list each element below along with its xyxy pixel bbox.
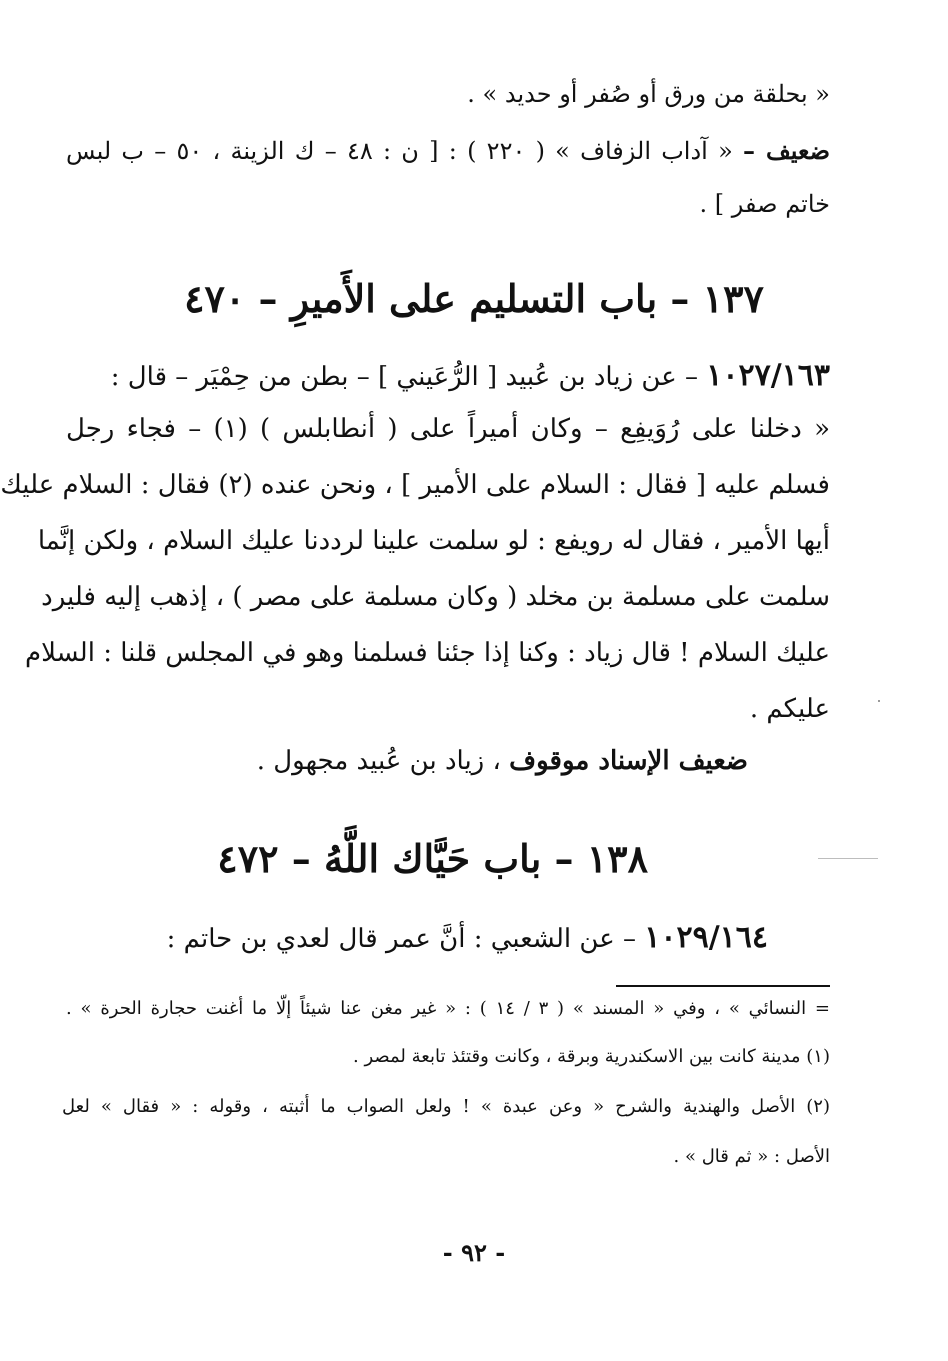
scan-speck bbox=[878, 700, 880, 702]
hadith-number: ١٠٢٧/١٦٣ bbox=[706, 358, 830, 393]
chapter-137-heading: ١٣٧ – باب التسليم على الأَميرِ – ٤٧٠ bbox=[184, 276, 764, 321]
hadith-163-line-1: ١٠٢٧/١٦٣ – عن زياد بن عُبيد [ الرُّعَيني ] – بطن من حِمْيَر – قال : bbox=[110, 358, 830, 393]
chapter-138-heading: ١٣٨ – باب حَيَّاك اللَّهُ – ٤٧٢ bbox=[217, 836, 648, 881]
hadith-163-line-4: أيها الأمير ، فقال له رويفع : لو سلمت علينا لرددنا عليك السلام ، ولكن إنَّما bbox=[37, 526, 830, 556]
page-number: - ٩٢ - bbox=[442, 1238, 506, 1267]
footnote-continuation: = النسائي » ، وفي « المسند » ( ٣ / ١٤ ) : « غير مغن عنا شيئاً إلّا ما أغنت حجارة الحرة » . bbox=[66, 998, 830, 1019]
top-text-line-1: « بحلقة من ورق أو صُفر أو حديد » . bbox=[467, 80, 830, 108]
hadith-163-grade: ضعيف الإسناد موقوف ، زياد بن عُبيد مجهول . bbox=[256, 746, 748, 776]
footnote-2-line-1: (٢) الأصل والهندية والشرح « وعن عبدة » ! ولعل الصواب ما أثبته ، وقوله : « فقال » لعل bbox=[62, 1096, 830, 1117]
hadith-163-line-3: فسلم عليه [ فقال : السلام على الأمير ] ، ونحن عنده (٢) فقال : السلام عليك bbox=[0, 470, 830, 500]
hadith-163-line-7: عليكم . bbox=[749, 694, 830, 724]
footnote-separator bbox=[616, 985, 830, 987]
grade-label: ضعيف الإسناد موقوف bbox=[509, 746, 748, 776]
footnote-2-line-2: الأصل : « ثم قال » . bbox=[673, 1146, 830, 1167]
hadith-number: ١٠٢٩/١٦٤ bbox=[644, 920, 768, 955]
hadith-164-line-1: ١٠٢٩/١٦٤ – عن الشعبي : أنَّ عمر قال لعدي بن حاتم : bbox=[166, 920, 768, 955]
hadith-163-line-6: عليك السلام ! قال زياد : وكنا إذا جئنا فسلمنا وهو في المجلس قلنا : السلام bbox=[24, 638, 830, 668]
grade-line-2: خاتم صفر ] . bbox=[699, 190, 830, 218]
footnote-1: (١) مدينة كانت بين الاسكندرية وبرقة ، وكانت وقتئذ تابعة لمصر . bbox=[353, 1046, 830, 1067]
grade-label: ضعيف – bbox=[743, 136, 831, 165]
hadith-163-line-2: « دخلنا على رُوَيفِع – وكان أميراً على ( أنطابلس ) (١) – فجاء رجل bbox=[66, 414, 830, 444]
scan-speck bbox=[818, 858, 878, 859]
grade-line-1: ضعيف – « آداب الزفاف » ( ٢٢٠ ) : [ ن : ٤٨ – ك الزينة ، ٥٠ – ب لبس bbox=[66, 136, 831, 165]
hadith-163-line-5: سلمت على مسلمة بن مخلد ( وكان مسلمة على مصر ) ، إذهب إليه فليرد bbox=[41, 582, 830, 612]
